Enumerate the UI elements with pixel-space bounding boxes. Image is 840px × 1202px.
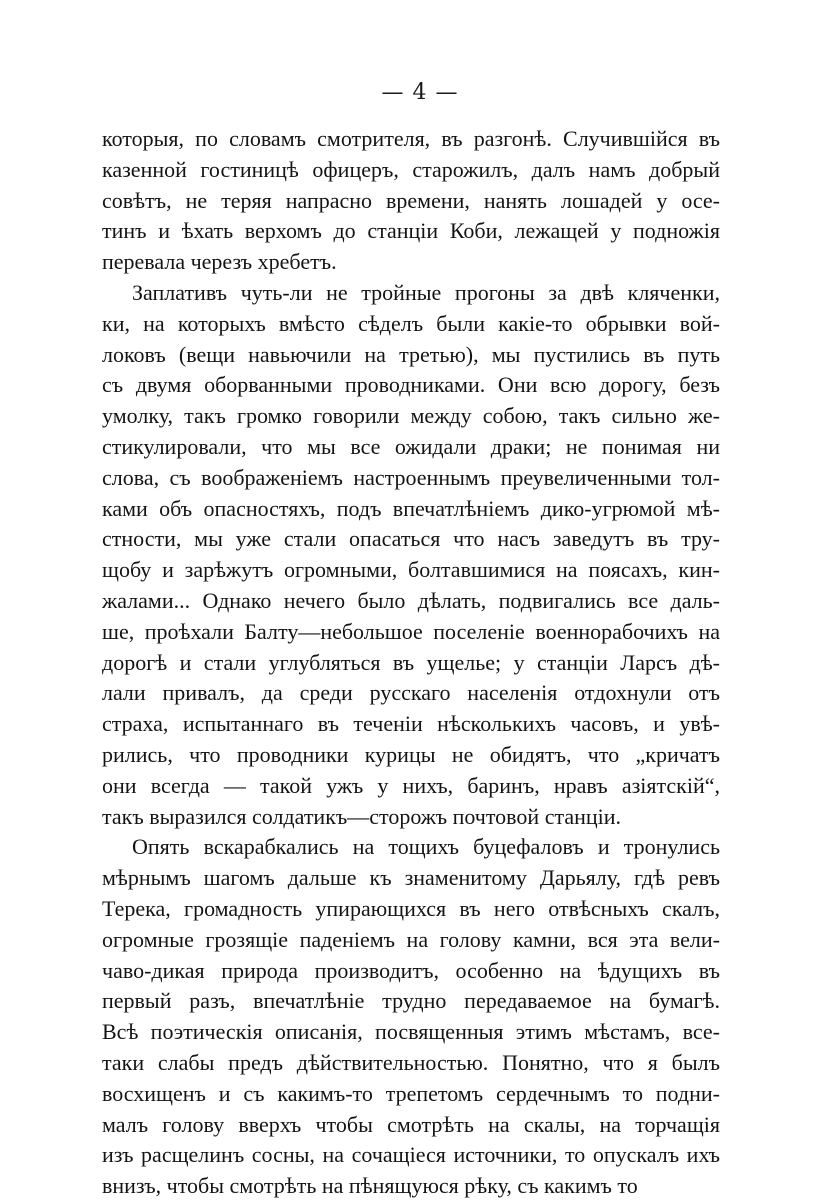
text-line: восхищенъ и съ какимъ-то трепетомъ сердечнымъ то подни-	[102, 1080, 720, 1106]
text-line: ки, на которыхъ вмѣсто сѣделъ были какіе-то обрывки вой-	[102, 310, 720, 336]
text-line: дорогѣ и стали углубляться въ ущелье; у станціи Ларсъ дѣ-	[102, 649, 720, 675]
text-line: Всѣ поэтическія описанія, посвященныя этимъ мѣстамъ, все-	[102, 1019, 720, 1045]
text-line: Опять вскарабкались на тощихъ буцефаловъ и тронулись	[132, 834, 720, 860]
text-line: щобу и зарѣжутъ огромными, болтавшимися на поясахъ, кин-	[102, 557, 720, 583]
text-line: они всегда — такой ужъ у нихъ, баринъ, нравъ азіятскій“,	[102, 772, 720, 798]
text-line: чаво-дикая природа производитъ, особенно на ѣдущихъ въ	[102, 957, 720, 983]
text-line: совѣтъ, не теряя напрасно времени, нанять лошадей у осе-	[102, 187, 720, 213]
paragraph	[102, 832, 720, 1202]
text-line: съ двумя оборванными проводниками. Они всю дорогу, безъ	[102, 372, 720, 398]
text-line: жалами... Однако нечего было дѣлать, подвигались все даль-	[102, 587, 720, 613]
text-line: изъ расщелинъ сосны, на сочащіеся источники, то опускалъ ихъ	[102, 1142, 720, 1168]
text-line: огромные грозящіе паденіемъ на голову камни, вся эта вели-	[102, 926, 720, 952]
text-line: перевала черезъ хребетъ.	[102, 249, 337, 275]
text-line: страха, испытаннаго въ теченіи нѣсколькихъ часовъ, и увѣ-	[102, 711, 720, 737]
text-line: казенной гостиницѣ офицеръ, старожилъ, далъ намъ добрый	[102, 156, 720, 182]
text-line: внизъ, чтобы смотрѣть на пѣнящуюся рѣку, съ какимъ то	[102, 1173, 638, 1199]
text-line: мѣрнымъ шагомъ дальше къ знаменитому Дарьялу, гдѣ ревъ	[102, 865, 720, 891]
text-line: умолку, такъ громко говорили между собою, такъ сильно же-	[102, 403, 720, 429]
paragraph	[102, 278, 720, 832]
text-line: такъ выразился солдатикъ—сторожъ почтовой станціи.	[102, 803, 622, 829]
text-line: тинъ и ѣхать верхомъ до станціи Коби, лежащей у подножія	[102, 218, 720, 244]
text-line: Терека, громадность упирающихся въ него отвѣсныхъ скалъ,	[102, 895, 720, 921]
text-line: стикулировали, что мы все ожидали драки; не понимая ни	[102, 433, 720, 459]
text-line: ками объ опасностяхъ, подъ впечатлѣніемъ дико-угрюмой мѣ-	[102, 495, 720, 521]
page-number: — 4 —	[381, 80, 459, 105]
text-line: первый разъ, впечатлѣніе трудно передаваемое на бумагѣ.	[102, 988, 720, 1014]
text-line: рились, что проводники курицы не обидятъ, что „кричатъ	[102, 741, 720, 767]
text-line: ше, проѣхали Балту—небольшое поселеніе военнорабочихъ на	[102, 618, 720, 644]
text-line: которыя, по словамъ смотрителя, въ разгонѣ. Случившійся въ	[102, 126, 720, 151]
text-line: слова, съ воображеніемъ настроеннымъ преувеличенными тол-	[102, 464, 720, 490]
text-line: таки слабы предъ дѣйствительностью. Понятно, что я былъ	[102, 1049, 720, 1075]
text-line: стности, мы уже стали опасаться что насъ заведутъ въ тру-	[102, 526, 720, 552]
text-line: лали привалъ, да среди русскаго населенія отдохнули отъ	[102, 680, 720, 706]
body-text	[102, 124, 720, 1202]
text-line: Заплативъ чуть-ли не тройные прогоны за двѣ кляченки,	[132, 279, 720, 305]
paragraph	[102, 124, 720, 278]
text-line: малъ голову вверхъ чтобы смотрѣть на скалы, на торчащія	[102, 1111, 720, 1137]
text-line: локовъ (вещи навьючили на третью), мы пустились въ путь	[102, 341, 720, 367]
